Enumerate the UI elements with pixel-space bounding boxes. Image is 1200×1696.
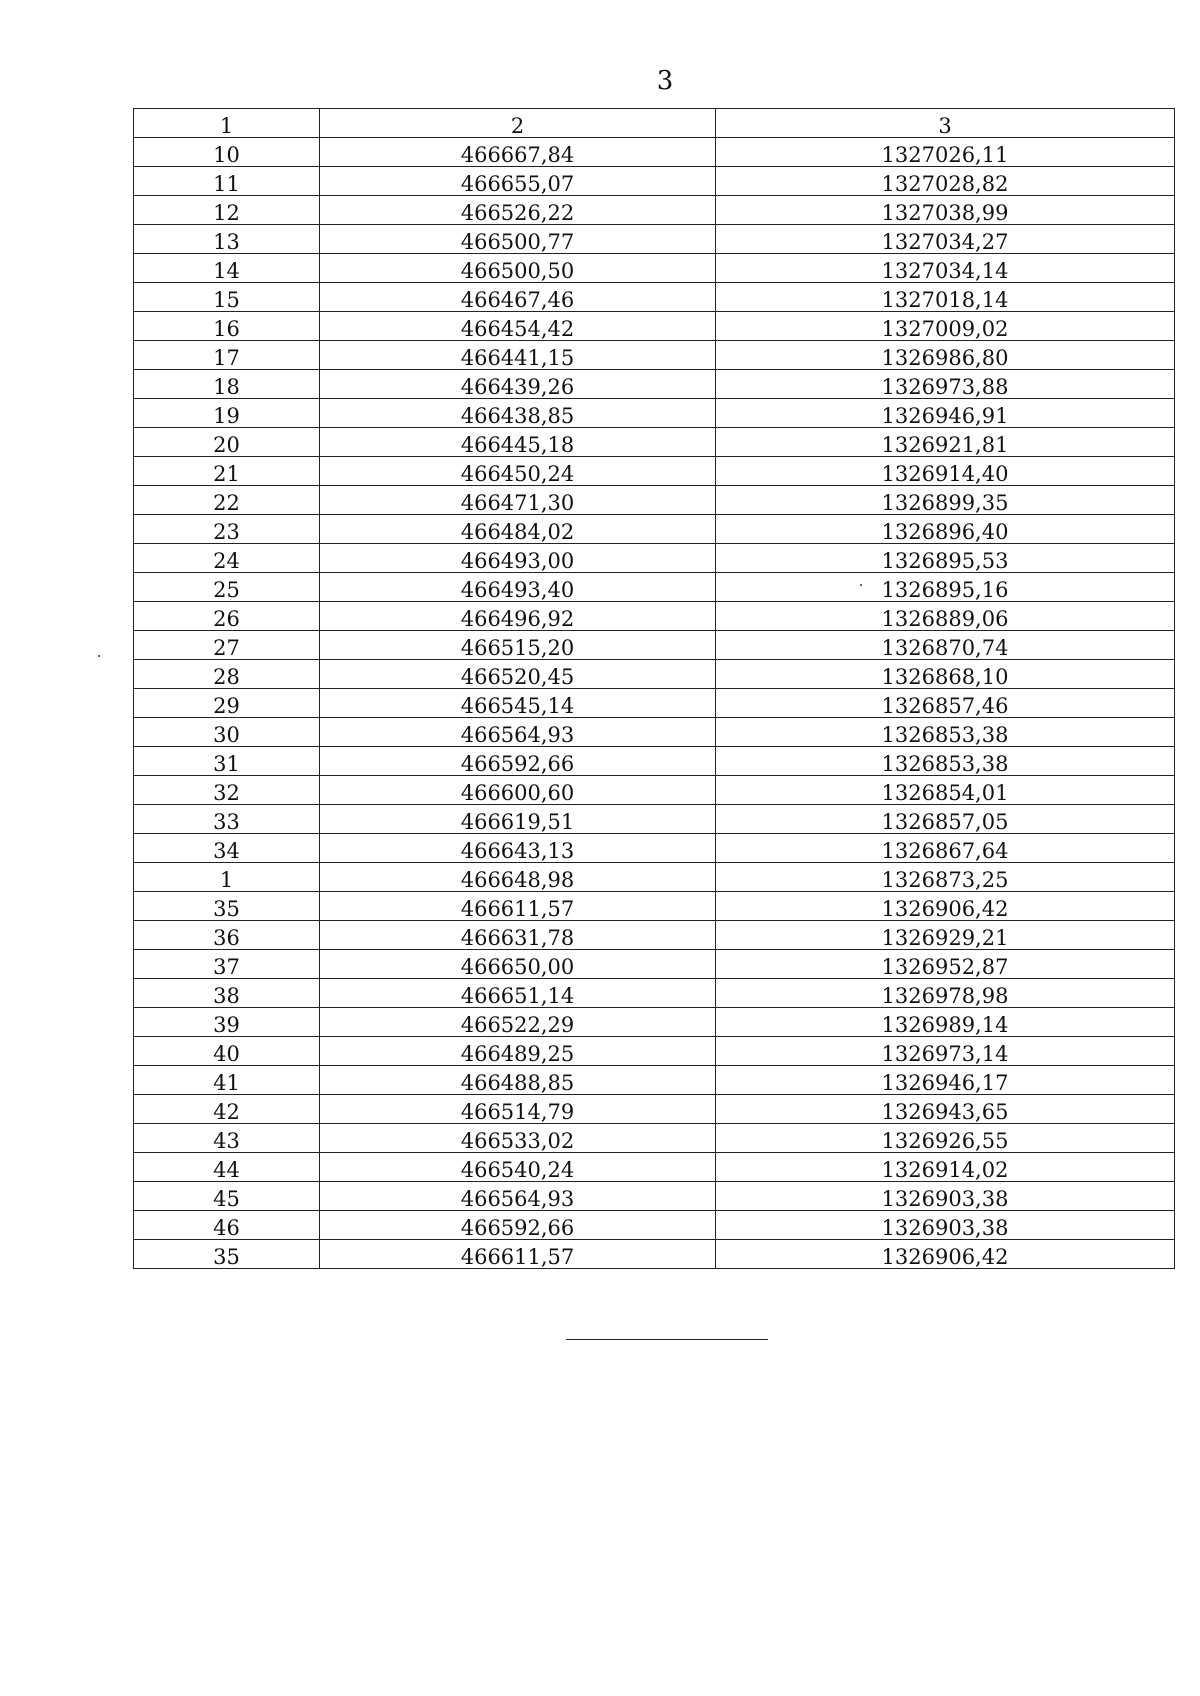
- point-number-cell: 25: [134, 573, 320, 602]
- table-row: [134, 892, 1175, 921]
- x-coordinate-cell: 466667,84: [320, 138, 716, 167]
- point-number-cell: 27: [134, 631, 320, 660]
- x-coordinate-cell: 466611,57: [320, 892, 716, 921]
- x-coordinate-cell: 466619,51: [320, 805, 716, 834]
- table-row: [134, 486, 1175, 515]
- y-coordinate-cell: 1326903,38: [716, 1211, 1175, 1240]
- x-coordinate-cell: 466515,20: [320, 631, 716, 660]
- y-coordinate-cell: 1326867,64: [716, 834, 1175, 863]
- coordinates-table: [133, 108, 1175, 1269]
- x-coordinate-cell: 466651,14: [320, 979, 716, 1008]
- x-coordinate-cell: 466520,45: [320, 660, 716, 689]
- column-header-y: 3: [716, 109, 1175, 138]
- y-coordinate-cell: 1327018,14: [716, 283, 1175, 312]
- x-coordinate-cell: 466600,60: [320, 776, 716, 805]
- point-number-cell: 30: [134, 718, 320, 747]
- table-row: [134, 718, 1175, 747]
- y-coordinate-cell: 1326896,40: [716, 515, 1175, 544]
- table-row: [134, 950, 1175, 979]
- point-number-cell: 39: [134, 1008, 320, 1037]
- table-row: [134, 254, 1175, 283]
- y-coordinate-cell: 1327028,82: [716, 167, 1175, 196]
- table-row: [134, 776, 1175, 805]
- point-number-cell: 29: [134, 689, 320, 718]
- y-coordinate-cell: 1326973,88: [716, 370, 1175, 399]
- table-row: [134, 1066, 1175, 1095]
- point-number-cell: 23: [134, 515, 320, 544]
- table-row: [134, 283, 1175, 312]
- table-row: [134, 138, 1175, 167]
- point-number-cell: 35: [134, 892, 320, 921]
- table-row: [134, 196, 1175, 225]
- y-coordinate-cell: 1326978,98: [716, 979, 1175, 1008]
- table-row: [134, 1124, 1175, 1153]
- y-coordinate-cell: 1326853,38: [716, 718, 1175, 747]
- page-number: 3: [656, 66, 674, 96]
- x-coordinate-cell: 466500,77: [320, 225, 716, 254]
- x-coordinate-cell: 466489,25: [320, 1037, 716, 1066]
- y-coordinate-cell: 1326946,91: [716, 399, 1175, 428]
- x-coordinate-cell: 466611,57: [320, 1240, 716, 1269]
- column-header-x: 2: [320, 109, 716, 138]
- table-row: [134, 921, 1175, 950]
- x-coordinate-cell: 466500,50: [320, 254, 716, 283]
- point-number-cell: 35: [134, 1240, 320, 1269]
- y-coordinate-cell: 1326989,14: [716, 1008, 1175, 1037]
- y-coordinate-cell: 1326854,01: [716, 776, 1175, 805]
- point-number-cell: 46: [134, 1211, 320, 1240]
- y-coordinate-cell: 1326857,05: [716, 805, 1175, 834]
- point-number-cell: 28: [134, 660, 320, 689]
- y-coordinate-cell: 1326914,02: [716, 1153, 1175, 1182]
- y-coordinate-cell: 1326952,87: [716, 950, 1175, 979]
- point-number-cell: 22: [134, 486, 320, 515]
- x-coordinate-cell: 466514,79: [320, 1095, 716, 1124]
- table-row: [134, 1240, 1175, 1269]
- x-coordinate-cell: 466454,42: [320, 312, 716, 341]
- point-number-cell: 1: [134, 863, 320, 892]
- x-coordinate-cell: 466496,92: [320, 602, 716, 631]
- table-row: [134, 428, 1175, 457]
- footer-divider: [566, 1339, 768, 1340]
- y-coordinate-cell: 1326943,65: [716, 1095, 1175, 1124]
- point-number-cell: 21: [134, 457, 320, 486]
- x-coordinate-cell: 466545,14: [320, 689, 716, 718]
- x-coordinate-cell: 466540,24: [320, 1153, 716, 1182]
- table-row: [134, 631, 1175, 660]
- y-coordinate-cell: 1326870,74: [716, 631, 1175, 660]
- y-coordinate-cell: 1326903,38: [716, 1182, 1175, 1211]
- x-coordinate-cell: 466522,29: [320, 1008, 716, 1037]
- point-number-cell: 15: [134, 283, 320, 312]
- table-row: [134, 1211, 1175, 1240]
- table-row: [134, 457, 1175, 486]
- x-coordinate-cell: 466564,93: [320, 718, 716, 747]
- x-coordinate-cell: 466467,46: [320, 283, 716, 312]
- point-number-cell: 26: [134, 602, 320, 631]
- point-number-cell: 42: [134, 1095, 320, 1124]
- y-coordinate-cell: 1326906,42: [716, 892, 1175, 921]
- x-coordinate-cell: 466438,85: [320, 399, 716, 428]
- point-number-cell: 17: [134, 341, 320, 370]
- table-row: [134, 341, 1175, 370]
- table-row: [134, 573, 1175, 602]
- x-coordinate-cell: 466441,15: [320, 341, 716, 370]
- x-coordinate-cell: 466631,78: [320, 921, 716, 950]
- y-coordinate-cell: 1326899,35: [716, 486, 1175, 515]
- y-coordinate-cell: 1327009,02: [716, 312, 1175, 341]
- y-coordinate-cell: 1326926,55: [716, 1124, 1175, 1153]
- table-row: [134, 863, 1175, 892]
- x-coordinate-cell: 466493,40: [320, 573, 716, 602]
- point-number-cell: 44: [134, 1153, 320, 1182]
- x-coordinate-cell: 466493,00: [320, 544, 716, 573]
- x-coordinate-cell: 466439,26: [320, 370, 716, 399]
- x-coordinate-cell: 466655,07: [320, 167, 716, 196]
- point-number-cell: 33: [134, 805, 320, 834]
- point-number-cell: 16: [134, 312, 320, 341]
- x-coordinate-cell: 466592,66: [320, 747, 716, 776]
- table-header-row: [134, 109, 1175, 138]
- x-coordinate-cell: 466488,85: [320, 1066, 716, 1095]
- table-row: [134, 1008, 1175, 1037]
- y-coordinate-cell: 1327034,27: [716, 225, 1175, 254]
- y-coordinate-cell: 1326946,17: [716, 1066, 1175, 1095]
- point-number-cell: 18: [134, 370, 320, 399]
- y-coordinate-cell: 1326929,21: [716, 921, 1175, 950]
- point-number-cell: 43: [134, 1124, 320, 1153]
- scan-speck: [98, 655, 100, 657]
- table-row: [134, 602, 1175, 631]
- y-coordinate-cell: 1326873,25: [716, 863, 1175, 892]
- coordinates-table-body: [134, 109, 1175, 1269]
- x-coordinate-cell: 466533,02: [320, 1124, 716, 1153]
- point-number-cell: 34: [134, 834, 320, 863]
- y-coordinate-cell: 1326895,16: [716, 573, 1175, 602]
- table-row: [134, 544, 1175, 573]
- table-row: [134, 979, 1175, 1008]
- table-row: [134, 225, 1175, 254]
- table-row: [134, 805, 1175, 834]
- table-row: [134, 747, 1175, 776]
- y-coordinate-cell: 1326906,42: [716, 1240, 1175, 1269]
- y-coordinate-cell: 1326853,38: [716, 747, 1175, 776]
- point-number-cell: 38: [134, 979, 320, 1008]
- x-coordinate-cell: 466445,18: [320, 428, 716, 457]
- x-coordinate-cell: 466648,98: [320, 863, 716, 892]
- y-coordinate-cell: 1327038,99: [716, 196, 1175, 225]
- y-coordinate-cell: 1326973,14: [716, 1037, 1175, 1066]
- x-coordinate-cell: 466526,22: [320, 196, 716, 225]
- point-number-cell: 45: [134, 1182, 320, 1211]
- point-number-cell: 12: [134, 196, 320, 225]
- point-number-cell: 24: [134, 544, 320, 573]
- table-row: [134, 660, 1175, 689]
- y-coordinate-cell: 1326986,80: [716, 341, 1175, 370]
- x-coordinate-cell: 466650,00: [320, 950, 716, 979]
- point-number-cell: 13: [134, 225, 320, 254]
- table-row: [134, 1153, 1175, 1182]
- y-coordinate-cell: 1327034,14: [716, 254, 1175, 283]
- x-coordinate-cell: 466592,66: [320, 1211, 716, 1240]
- y-coordinate-cell: 1326868,10: [716, 660, 1175, 689]
- y-coordinate-cell: 1326889,06: [716, 602, 1175, 631]
- table-row: [134, 1182, 1175, 1211]
- point-number-cell: 20: [134, 428, 320, 457]
- column-header-point: 1: [134, 109, 320, 138]
- point-number-cell: 40: [134, 1037, 320, 1066]
- point-number-cell: 32: [134, 776, 320, 805]
- y-coordinate-cell: 1327026,11: [716, 138, 1175, 167]
- table-row: [134, 399, 1175, 428]
- y-coordinate-cell: 1326895,53: [716, 544, 1175, 573]
- x-coordinate-cell: 466564,93: [320, 1182, 716, 1211]
- x-coordinate-cell: 466471,30: [320, 486, 716, 515]
- y-coordinate-cell: 1326914,40: [716, 457, 1175, 486]
- point-number-cell: 41: [134, 1066, 320, 1095]
- table-row: [134, 370, 1175, 399]
- point-number-cell: 10: [134, 138, 320, 167]
- point-number-cell: 31: [134, 747, 320, 776]
- x-coordinate-cell: 466643,13: [320, 834, 716, 863]
- table-row: [134, 515, 1175, 544]
- table-row: [134, 1095, 1175, 1124]
- table-row: [134, 1037, 1175, 1066]
- table-row: [134, 834, 1175, 863]
- point-number-cell: 14: [134, 254, 320, 283]
- scan-speck: [860, 584, 862, 586]
- x-coordinate-cell: 466484,02: [320, 515, 716, 544]
- table-row: [134, 167, 1175, 196]
- y-coordinate-cell: 1326857,46: [716, 689, 1175, 718]
- x-coordinate-cell: 466450,24: [320, 457, 716, 486]
- y-coordinate-cell: 1326921,81: [716, 428, 1175, 457]
- table-row: [134, 312, 1175, 341]
- point-number-cell: 19: [134, 399, 320, 428]
- point-number-cell: 11: [134, 167, 320, 196]
- table-row: [134, 689, 1175, 718]
- point-number-cell: 37: [134, 950, 320, 979]
- point-number-cell: 36: [134, 921, 320, 950]
